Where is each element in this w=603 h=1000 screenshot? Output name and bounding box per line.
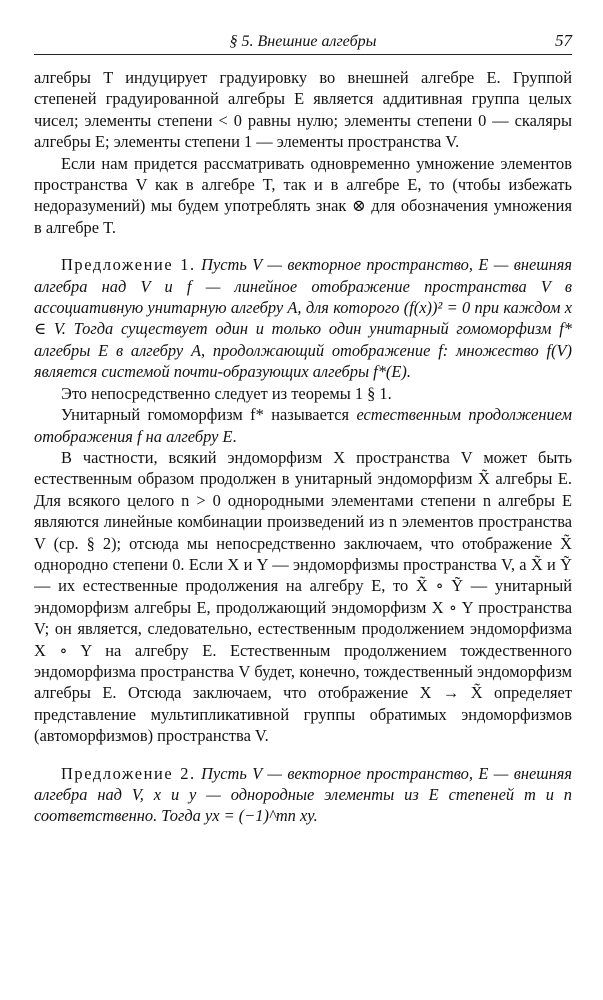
proposition-1 (34, 254, 572, 382)
definition-text-start: Унитарный гомоморфизм f* называется (61, 405, 357, 425)
proposition-2-statement: Пусть V — векторное пространство, E — внешняя алгебра над V, x и y — однородные элементы из E степеней m и n соответственно. Тогда yx = (−1)^mn xy. (34, 763, 572, 826)
paragraph-definition (34, 404, 572, 447)
page-body (34, 67, 572, 827)
paragraph-proof-reference: Это непосредственно следует из теоремы 1 § 1. (61, 383, 392, 403)
paragraph-continuation: алгебры T индуцирует градуировку во внешней алгебре E. Группой степеней градуированной алгебры E является аддитивная группа целых чисел; элементы степени < 0 равны нулю; элементы степени 0 — скаляры алгебры E; элементы степени 1 — элементы пространства V. (34, 68, 572, 152)
proposition-2 (34, 763, 572, 827)
definition-text-end: . (232, 426, 237, 446)
proposition-1-statement: Пусть V — векторное пространство, E — внешняя алгебра над V и f — линейное отображение пространства V в ассоциативную унитарную алгебру A, для которого (f(x))² = 0 при каждом x ∈ V. Тогда существует один и только один унитарный гомоморфизм f* алгебры E в алгебру A, продолжающий отображение f: множество f(V) является системой почти-образующих алгебры f*(E). (34, 255, 572, 382)
book-page (34, 28, 572, 827)
page-number: 57 (555, 31, 572, 50)
definition-term: естественным продолжением отображения f на алгебру E (34, 405, 572, 446)
page-header (34, 28, 572, 55)
paragraph-endomorphisms: В частности, всякий эндоморфизм X пространства V может быть естественным образом продолжен в унитарный эндоморфизм X̃ алгебры E. Для всякого целого n > 0 однородными элементами степени n алгебры E являются линейные комбинации произведений из n элементов пространства V (ср. § 2); отсюда мы непосредственно заключаем, что отображение X̃ однородно степени 0. Если X и Y — эндоморфизмы пространства V, а X̃ и Ỹ — их естественные продолжения на алгебру E, то X̃ ∘ Ỹ — унитарный эндоморфизм алгебры E, продолжающий эндоморфизм X ∘ Y пространства V; он является, следовательно, естественным продолжением эндоморфизма X ∘ Y на алгебру E. Естественным продолжением тождественного эндоморфизма пространства V будет, конечно, тождественный эндоморфизм алгебры E. Отсюда заключаем, что отображение X → X̃ определяет представление мультипликативной группы обратимых эндоморфизмов (автоморфизмов) пространства V. (34, 447, 572, 746)
running-head: § 5. Внешние алгебры (229, 33, 377, 50)
proposition-1-heading: Предложение 1. (61, 255, 196, 275)
paragraph-notation: Если нам придется рассматривать одновременно умножение элементов пространства V как в алгебре T, так и в алгебре E, то (чтобы избежать недоразумений) мы будем употреблять знак ⊗ для обозначения умножения в алгебре T. (34, 153, 572, 237)
proposition-2-heading: Предложение 2. (61, 763, 196, 783)
